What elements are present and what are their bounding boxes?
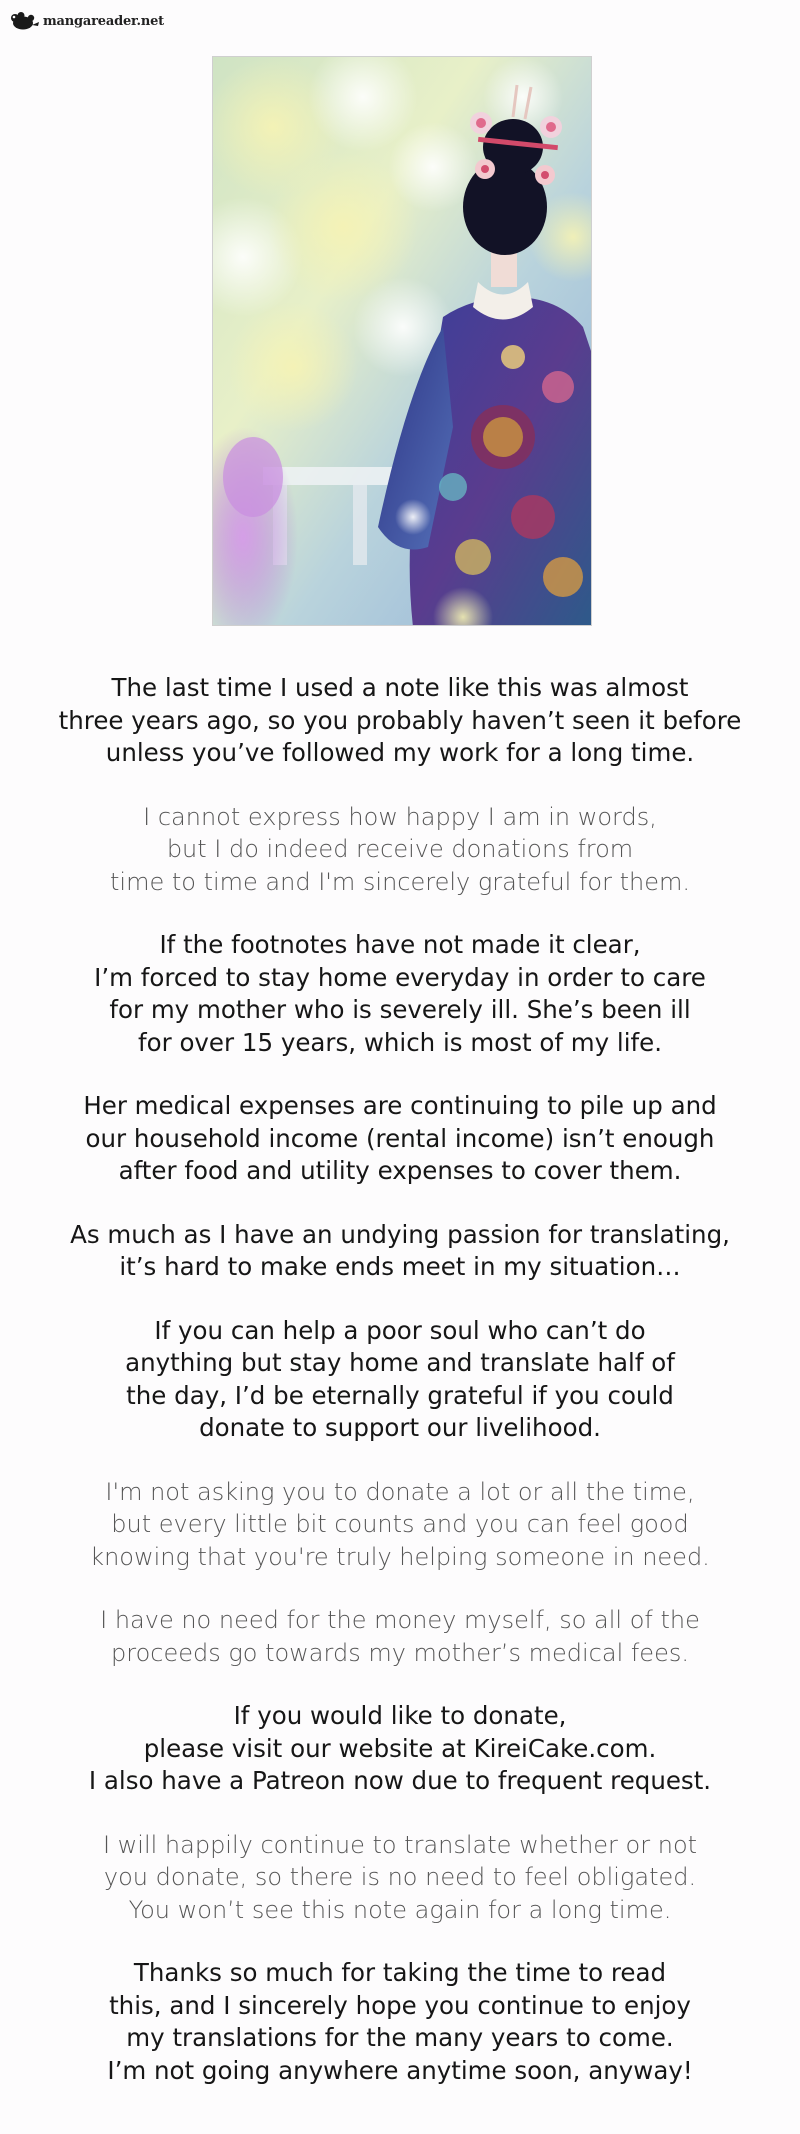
note-line: but every little bit counts and you can feel good xyxy=(111,1510,689,1538)
note-line: I’m not going anywhere anytime soon, anyway! xyxy=(107,2055,693,2085)
donation-note xyxy=(40,672,760,2118)
note-line: If you would like to donate, xyxy=(233,1701,567,1730)
note-paragraph xyxy=(40,1219,760,1284)
photo-geisha-kimono xyxy=(212,56,592,626)
note-line: my translations for the many years to come. xyxy=(126,2023,674,2052)
note-line: this, and I sincerely hope you continue to enjoy xyxy=(109,1990,691,2020)
note-line: Her medical expenses are continuing to pile up and xyxy=(83,1091,717,1120)
note-line: for over 15 years, which is most of my life. xyxy=(137,1027,663,1057)
note-line: You won’t see this note again for a long time. xyxy=(128,1895,672,1924)
note-line: knowing that you're truly helping someone in need. xyxy=(90,1542,710,1571)
note-line: unless you’ve followed my work for a long time. xyxy=(105,738,695,767)
note-line: anything but stay home and translate half of xyxy=(125,1348,675,1377)
note-line: I cannot express how happy I am in words, xyxy=(143,802,657,831)
note-line: I’m forced to stay home everyday in order to care xyxy=(94,962,706,992)
note-line: I also have a Patreon now due to frequent request. xyxy=(88,1766,712,1795)
note-line: time to time and I'm sincerely grateful for them. xyxy=(110,867,690,896)
note-line: If the footnotes have not made it clear, xyxy=(159,930,641,959)
note-line: the day, I’d be eternally grateful if you could xyxy=(126,1380,674,1410)
note-line: but I do indeed receive donations from xyxy=(166,835,634,863)
note-line: donate to support our livelihood. xyxy=(199,1413,601,1442)
note-line: The last time I used a note like this was almost xyxy=(111,673,689,702)
watermark-text: mangareader.net xyxy=(43,13,164,29)
site-watermark xyxy=(10,10,164,32)
note-paragraph xyxy=(40,1957,760,2087)
note-line: our household income (rental income) isn’t enough xyxy=(85,1123,715,1153)
note-paragraph xyxy=(40,1700,760,1798)
note-paragraph xyxy=(40,1090,760,1188)
note-line: As much as I have an undying passion for translating, xyxy=(70,1219,730,1249)
note-line: I'm not asking you to donate a lot or all the time, xyxy=(105,1477,695,1506)
note-line: please visit our website at KireiCake.com. xyxy=(143,1733,657,1763)
note-paragraph xyxy=(40,1829,760,1927)
note-paragraph xyxy=(40,801,760,899)
note-line: you donate, so there is no need to feel obligated. xyxy=(103,1863,697,1891)
note-line: it’s hard to make ends meet in my situation… xyxy=(119,1252,681,1281)
note-line: If you can help a poor soul who can’t do xyxy=(154,1315,646,1345)
note-line: Thanks so much for taking the time to read xyxy=(133,1958,667,1987)
note-paragraph xyxy=(40,1315,760,1445)
note-line: for my mother who is severely ill. She’s been ill xyxy=(109,995,691,1024)
reader-mascot-icon xyxy=(10,11,40,31)
note-paragraph xyxy=(40,929,760,1059)
note-line: I will happily continue to translate whether or not xyxy=(102,1830,698,1859)
note-paragraph xyxy=(40,672,760,770)
note-line: I have no need for the money myself, so all of the xyxy=(100,1606,700,1634)
note-paragraph xyxy=(40,1604,760,1669)
note-paragraph xyxy=(40,1476,760,1574)
note-line: after food and utility expenses to cover them. xyxy=(118,1156,682,1185)
note-line: three years ago, so you probably haven’t seen it before xyxy=(58,705,742,735)
note-line: proceeds go towards my mother’s medical fees. xyxy=(111,1638,689,1667)
